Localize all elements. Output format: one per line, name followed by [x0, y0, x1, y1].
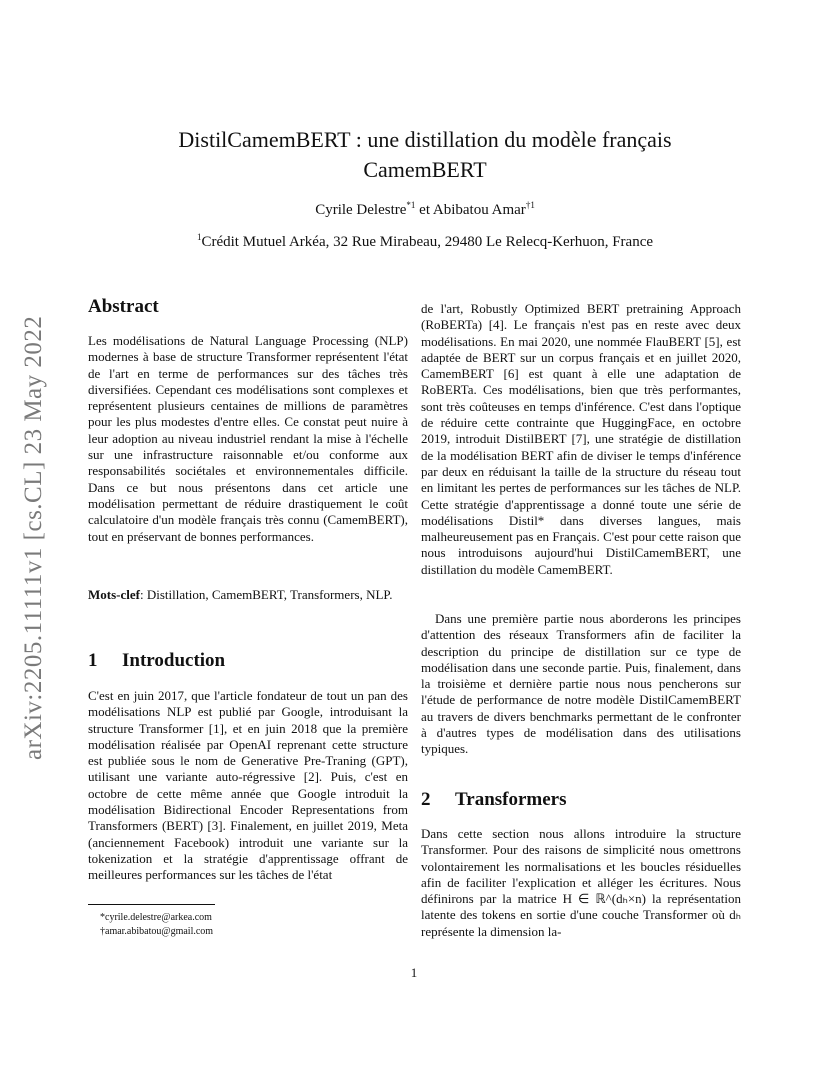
transformers-paragraph: Dans cette section nous allons introduire la structure Transformer. Pour des raisons de simplicité nous omettrons volontairement les normalisations et les boucles résiduelles afin de faciliter l'explication et alléger les écritures. Nous définirons par la matrice H ∈ ℝ^(dₕ×n) la représentation latente des tokens en sortie d'une couche Transformer où dₕ représente la dimension la- — [421, 826, 741, 939]
section-number: 2 — [421, 789, 431, 810]
paragraph-text: Dans une première partie nous aborderons les principes d'attention des réseaux Transformers afin de faciliter la description du principe de distillation sur ce type de modélisation dans une seconde partie. Puis, finalement, dans la troisième et dernière partie nous nous pencherons sur l'étude de performance de notre modèle DistilCamemBERT au travers de divers benchmarks permettant de le confronter à d'autres types de modélisation dans des utilisations typiques. — [421, 611, 741, 757]
right-column-paragraph-1 — [421, 301, 741, 578]
abstract-text — [88, 333, 408, 545]
paper-title — [100, 125, 750, 185]
abstract-heading: Abstract — [88, 296, 159, 317]
page-number: 1 — [410, 965, 418, 980]
author-1-mark: *1 — [406, 200, 416, 210]
section-title: Transformers — [455, 789, 567, 810]
section-heading-introduction — [88, 650, 225, 672]
title-line-2: CamemBERT — [363, 157, 487, 182]
transformers-text — [421, 826, 741, 940]
footnote-email-2: †amar.abibatou@gmail.com — [100, 926, 214, 937]
affiliation-mark: 1 — [196, 232, 202, 242]
author-2-mark: †1 — [525, 200, 535, 210]
affiliation — [90, 234, 760, 251]
introduction-paragraph: C'est en juin 2017, que l'article fondateur de tout un pan des modélisations NLP est publié par Google, introduisant la structure Transformer [1], et en juin 2018 que la première modélisation réalisée par OpenAI reprenant cette structure est publiée sous le nom de Generative Pre-Traning (GPT), utilisant une variante auto-régressive [2]. Puis, c'est en octobre de cette même année que Google introduit la modélisation Bidirectional Encoder Representations from Transformers (BERT) [3]. Finalement, en juillet 2019, Meta (anciennement Facebook) introduit une variante sur la tokenization et la stratégie d'apprentissage offrant de meilleures performances sur les tâches de l'état — [88, 688, 408, 883]
author-1: Cyrile Delestre — [315, 202, 407, 218]
keywords-label: Mots-clef — [88, 587, 140, 602]
section-title: Introduction — [122, 650, 226, 671]
keywords-text: : Distillation, CamemBERT, Transformers, NLP. — [139, 587, 393, 602]
footnote-email-1: *cyrile.delestre@arkea.com — [100, 912, 212, 923]
abstract-paragraph: Les modélisations de Natural Language Processing (NLP) modernes à base de structure Transformer représentent l'état de l'art en terme de performances sur des tâches très diversifiées. Cependant ces modélisations sont complexes et représentent plusieurs centaines de millions de paramètres pour les plus modestes d'entre elles. Ce constat peut nuire à leur adoption au niveau industriel rendant la mise à l'échelle sur une infrastructure raisonnable et/ou conforme aux responsabilités sociétales et environnementales difficile. Dans ce but nous présentons dans cet article une modélisation permettant de réduire drastiquement le coût calculatoire d'un modèle français très connu (CamemBERT), tout en préservant de bonnes performances. — [88, 333, 408, 544]
keywords — [88, 587, 408, 603]
footnote-divider — [88, 904, 215, 905]
right-column-paragraph-2 — [421, 611, 741, 758]
author-2: et Abibatou Amar — [415, 202, 526, 218]
paragraph-text: de l'art, Robustly Optimized BERT pretraining Approach (RoBERTa) [4]. Le français n'est pas en reste avec deux modélisations. En mai 2020, une nommée FlauBERT [5], est adaptée de BERT sur un corpus français et en juillet 2020, CamemBERT [6] est quant à elle une adaptation de RoBERTa. Ces modélisations, bien que très performantes, sont très coûteuses en temps d'inférence. C'est dans l'optique de réduire cette contrainte que HuggingFace, en octobre 2019, introduit DistilBERT [7], une stratégie de distillation de la modélisation BERT afin de diviser le temps d'inférence par deux en réduisant la taille de la structure du réseau tout en limitant les pertes de performances sur les tâches de NLP. Cette stratégie d'apprentissage a donné toute une série de modélisations Distil* dans diverses langues, mais malheureusement pas en Français. C'est pour cette raison que nous introduisons aujourd'hui DistilCamemBERT, une distillation du modèle CamemBERT. — [421, 301, 741, 577]
section-heading-transformers — [421, 789, 567, 811]
authors — [100, 202, 750, 219]
affiliation-text: Crédit Mutuel Arkéa, 32 Rue Mirabeau, 29480 Le Relecq-Kerhuon, France — [201, 234, 654, 250]
title-line-1: DistilCamemBERT : une distillation du modèle français — [178, 127, 672, 152]
section-number: 1 — [88, 650, 98, 671]
arxiv-identifier-stamp: arXiv:2205.11111v1 [cs.CL] 23 May 2022 — [20, 315, 47, 760]
introduction-text — [88, 688, 408, 884]
